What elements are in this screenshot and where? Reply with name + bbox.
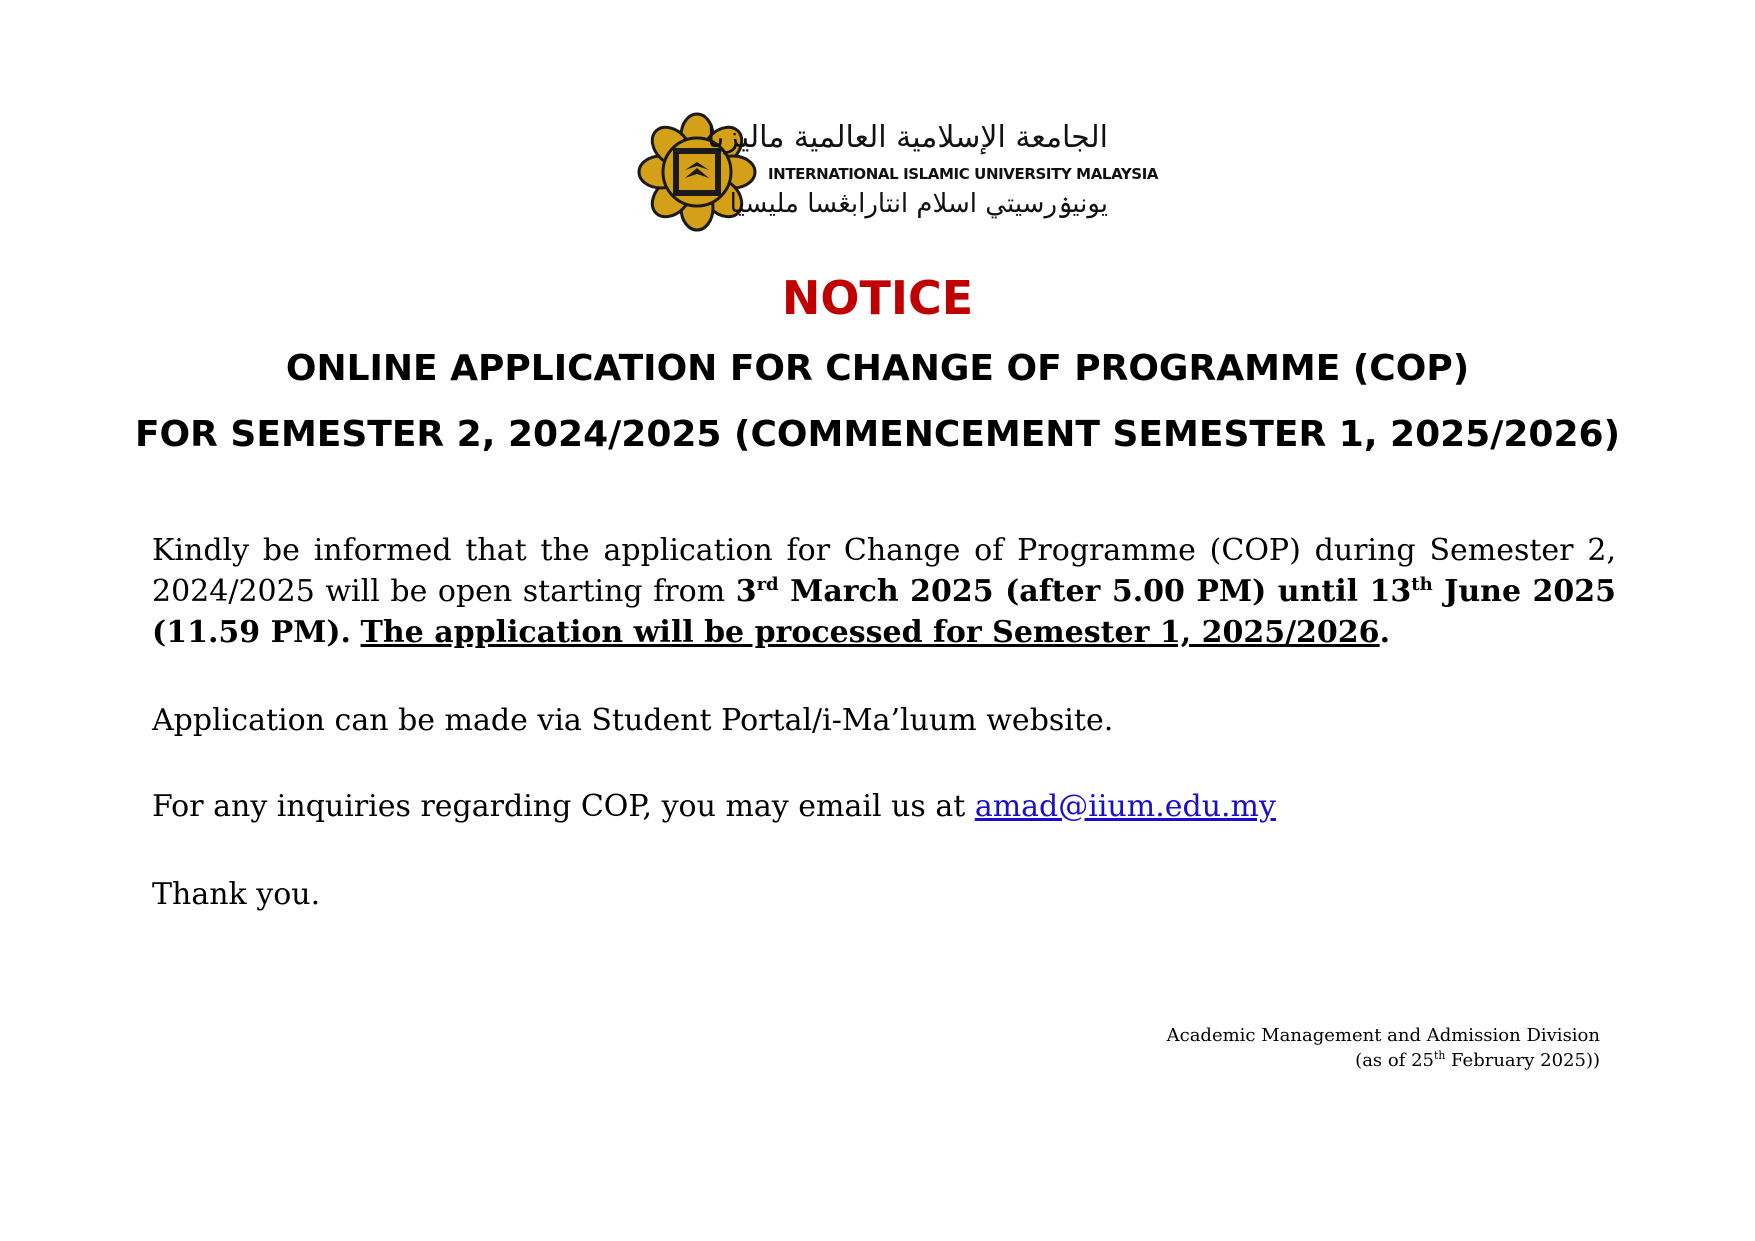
- footer-date: (as of 25th February 2025)): [1355, 1049, 1600, 1071]
- title-line-2: FOR SEMESTER 2, 2024/2025 (COMMENCEMENT SEMESTER 1, 2025/2026): [134, 414, 1621, 455]
- processing-note: The application will be processed for Semester 1, 2025/2026: [360, 615, 1380, 650]
- logo-english-name: INTERNATIONAL ISLAMIC UNIVERSITY MALAYSIA: [768, 165, 1159, 183]
- application-period-paragraph: Kindly be informed that the application for Change of Programme (COP) during Semester 2, 2024/2025 will be open starting from 3rd March 2025 (after 5.00 PM) until 13th June 2025 (11.59 PM). The application will be processed for Semester 1, 2025/2026.: [152, 533, 1616, 650]
- logo-arabic-name: الجامعة الإسلامية العالمية ماليزيا: [706, 120, 1108, 155]
- portal-paragraph: Application can be made via Student Portal/i-Ma’luum website.: [152, 703, 1114, 738]
- thank-you-text: Thank you.: [152, 877, 321, 912]
- email-link[interactable]: amad@iium.edu.my: [974, 789, 1276, 824]
- inquiry-text: For any inquiries regarding COP, you may email us at: [152, 789, 975, 824]
- inquiry-paragraph: [152, 786, 1616, 827]
- start-date: 3rd March 2025 (after 5.00 PM) until 13th June 2025 (11.59 PM).: [152, 574, 1616, 650]
- iium-logo: [638, 112, 1159, 238]
- logo-wordmark: [706, 120, 1159, 232]
- intro-text: Kindly be informed that the application for Change of Programme (COP) during Semester 2, 2024/2025 will be open starting from: [152, 533, 1616, 609]
- title-line-1: ONLINE APPLICATION FOR CHANGE OF PROGRAMME (COP): [285, 348, 1470, 389]
- notice-heading: NOTICE: [781, 271, 974, 325]
- logo-jawi-name: يونيۏرسيتي اسلام انتارابڠسا مليسيا: [729, 189, 1108, 219]
- footer-division: Academic Management and Admission Division: [1166, 1025, 1600, 1046]
